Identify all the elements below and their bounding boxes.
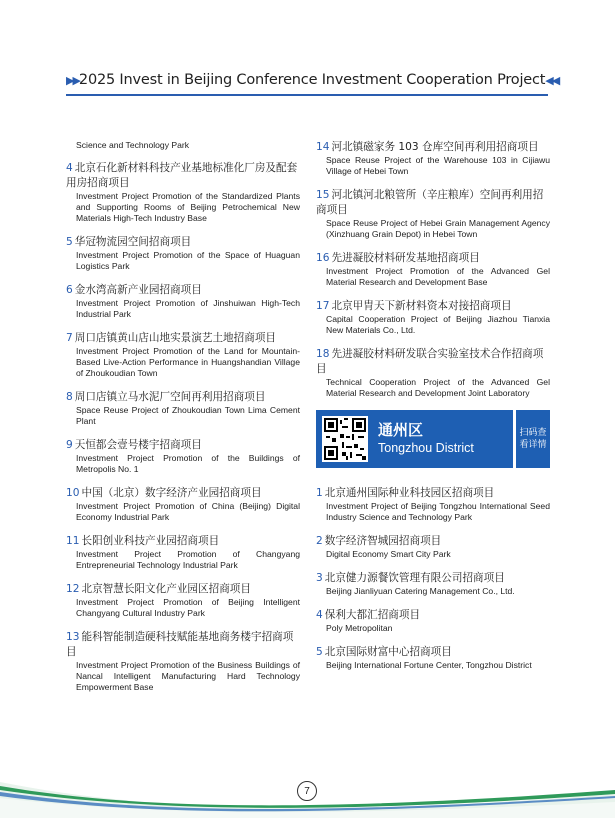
item-title-text: 周口店镇立马水泥厂空间再利用招商项目	[74, 391, 266, 403]
item-title-text: 北京通州国际种业科技园区招商项目	[324, 487, 495, 499]
item-title-text: 河北镇河北粮管所（辛庄粮库）空间再利用招商项目	[316, 189, 544, 216]
item-number: 3	[316, 572, 323, 584]
item-english: Technical Cooperation Project of the Advanced Gel Material Research and Development Joint Laboratory	[326, 377, 550, 398]
item-title-zh	[316, 645, 550, 660]
item-title-text: 中国（北京）数字经济产业园招商项目	[81, 487, 262, 499]
item-english: Digital Economy Smart City Park	[326, 549, 451, 559]
item-english: Investment Project Promotion of the Buildings of Metropolis No. 1	[76, 453, 300, 474]
double-chevron-right-icon: ▶▶	[66, 73, 79, 87]
item-title-zh	[316, 251, 550, 266]
item-number: 6	[66, 284, 73, 296]
district-banner	[316, 410, 550, 468]
item-title-zh	[316, 140, 550, 155]
scan-for-details-label[interactable]: 扫码查看详情	[516, 410, 550, 468]
list-item	[316, 645, 550, 671]
list-item	[66, 235, 300, 272]
item-english: Poly Metropolitan	[326, 623, 393, 633]
item-title-zh	[316, 188, 550, 218]
item-english: Space Reuse Project of Zhoukoudian Town Lima Cement Plant	[76, 405, 300, 426]
item-number: 17	[316, 300, 330, 312]
item-english: Investment Project Promotion of the Space of Huaguan Logistics Park	[76, 250, 300, 271]
item-title-text: 北京智慧长阳文化产业园区招商项目	[81, 583, 251, 595]
item-title-zh	[66, 438, 300, 453]
item-title-text: 河北镇磁家务 103 仓库空间再利用招商项目	[331, 141, 539, 153]
district-name-zh: 通州区	[378, 421, 424, 439]
district-name-en: Tongzhou District	[378, 441, 474, 455]
item-number: 14	[316, 141, 330, 153]
item-title-zh	[66, 582, 300, 597]
item-english: Investment Project Promotion of Jinshuiwan High-Tech Industrial Park	[76, 298, 300, 319]
item-title-zh	[316, 299, 550, 314]
list-item	[316, 299, 550, 336]
item-title-zh	[66, 161, 300, 191]
right-column	[316, 140, 550, 682]
item-number: 15	[316, 189, 330, 201]
item-english: Beijing Jianliyuan Catering Management Co., Ltd.	[326, 586, 515, 596]
item-english: Investment Project Promotion of the Standardized Plants and Supporting Rooms of Beijing Petrochemical New Materials High-Tech Industry Base	[76, 191, 300, 223]
item-number: 10	[66, 487, 80, 499]
list-item	[66, 161, 300, 224]
item-title-text: 能科智能制造硬科技赋能基地商务楼宇招商项目	[66, 631, 294, 658]
list-item	[66, 630, 300, 693]
item-number: 7	[66, 332, 73, 344]
list-item	[316, 571, 550, 597]
list-item	[66, 534, 300, 571]
district-header	[316, 410, 513, 468]
item-title-text: 华冠物流园空间招商项目	[74, 236, 192, 248]
item-english: Investment Project Promotion of the Land for Mountain-Based Live-Action Performance in Huangshandian Village of Zhoukoudian Town	[76, 346, 300, 378]
item-title-text: 北京国际财富中心招商项目	[324, 646, 452, 658]
item-title-zh	[66, 534, 300, 549]
item-number: 16	[316, 252, 330, 264]
item-title-text: 数字经济智城园招商项目	[324, 535, 442, 547]
item-number: 4	[316, 609, 323, 621]
item-title-zh	[316, 571, 550, 586]
item-english: Investment Project Promotion of Changyang Entrepreneurial Technology Industrial Park	[76, 549, 300, 570]
list-item	[66, 486, 300, 523]
item-title-zh	[316, 608, 550, 623]
item-title-text: 北京甲胄天下新材料资本对接招商项目	[331, 300, 512, 312]
qr-code-icon[interactable]	[322, 416, 368, 462]
item-title-zh	[66, 390, 300, 405]
item-number: 5	[66, 236, 73, 248]
item-title-text: 北京健力源餐饮管理有限公司招商项目	[324, 572, 505, 584]
item-title-text: 保利大都汇招商项目	[324, 609, 421, 621]
list-item	[316, 486, 550, 523]
list-item	[66, 140, 300, 151]
item-english: Capital Cooperation Project of Beijing Jiazhou Tianxia New Materials Co., Ltd.	[326, 314, 550, 335]
header-rule	[66, 94, 548, 96]
list-item	[316, 534, 550, 560]
list-item	[316, 251, 550, 288]
item-title-zh	[66, 630, 300, 660]
item-english: Investment Project Promotion of the Business Buildings of Nancal Intelligent Manufacturing Hard Technology Empowerment Base	[76, 660, 300, 692]
item-title-zh	[66, 235, 300, 250]
item-english: Beijing International Fortune Center, Tongzhou District	[326, 660, 532, 670]
item-english: Space Reuse Project of Hebei Grain Management Agency (Xinzhuang Grain Depot) in Hebei Town	[326, 218, 550, 239]
item-english: Investment Project Promotion of Beijing Intelligent Changyang Cultural Industry Park	[76, 597, 300, 618]
item-number: 12	[66, 583, 80, 595]
list-item	[66, 390, 300, 427]
left-column	[66, 140, 300, 704]
item-title-text: 金水湾高新产业园招商项目	[74, 284, 202, 296]
item-english: Investment Project of Beijing Tongzhou International Seed Industry Science and Technology Park	[326, 501, 550, 522]
item-title-zh	[66, 486, 300, 501]
list-item	[316, 608, 550, 634]
item-title-text: 先进凝胶材料研发基地招商项目	[331, 252, 480, 264]
item-number: 5	[316, 646, 323, 658]
item-title-zh	[66, 283, 300, 298]
item-title-text: 北京石化新材料科技产业基地标准化厂房及配套用房招商项目	[66, 162, 298, 189]
list-item	[66, 582, 300, 619]
item-english: Investment Project Promotion of the Advanced Gel Material Research and Development Base	[326, 266, 550, 287]
item-title-text: 长阳创业科技产业园招商项目	[81, 535, 220, 547]
item-title-zh	[316, 347, 550, 377]
list-item	[66, 438, 300, 475]
item-english: Investment Project Promotion of China (Beijing) Digital Economy Industrial Park	[76, 501, 300, 522]
item-number: 4	[66, 162, 73, 174]
list-item	[66, 283, 300, 320]
item-title-zh	[316, 534, 550, 549]
item-number: 9	[66, 439, 73, 451]
page-title: 2025 Invest in Beijing Conference Investment Cooperation Project	[78, 72, 546, 88]
item-title-text: 先进凝胶材料研发联合实验室技术合作招商项目	[316, 348, 544, 375]
item-title-zh	[66, 331, 300, 346]
item-title-text: 天恒都会壹号楼宇招商项目	[74, 439, 202, 451]
item-number: 13	[66, 631, 80, 643]
page-header	[66, 64, 559, 96]
list-item	[66, 331, 300, 379]
item-number: 2	[316, 535, 323, 547]
list-item	[316, 347, 550, 399]
double-chevron-left-icon: ◀◀	[545, 73, 559, 87]
item-number: 18	[316, 348, 330, 360]
item-english: Science and Technology Park	[76, 140, 190, 150]
item-title-text: 周口店镇黄山店山地实景演艺土地招商项目	[74, 332, 277, 344]
item-number: 8	[66, 391, 73, 403]
list-item	[316, 140, 550, 177]
page-number: 7	[297, 781, 317, 801]
item-english: Space Reuse Project of the Warehouse 103 in Cijiawu Village of Hebei Town	[326, 155, 550, 176]
list-item	[316, 188, 550, 240]
item-title-zh	[316, 486, 550, 501]
item-number: 1	[316, 487, 323, 499]
item-number: 11	[66, 535, 80, 547]
